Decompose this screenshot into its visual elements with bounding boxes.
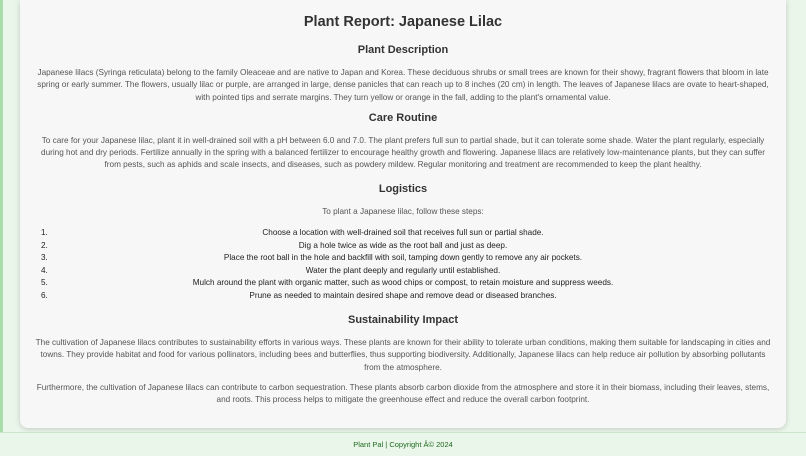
care-heading: Care Routine	[368, 111, 438, 124]
page-footer	[0, 432, 806, 456]
sustainability-text-2: Furthermore, the cultivation of Japanese lilacs can contribute to carbon sequestration. These plants absorb carbon dioxide from the atmosphere and store it in their biomass, including their leaves, stems, and roots. This process helps to mitigate the greenhouse effect and reduce the overall carbon footprint.	[36, 382, 770, 405]
page-title: Plant Report: Japanese Lilac	[303, 14, 503, 30]
report-card	[20, 0, 786, 428]
left-edge-accent	[0, 0, 3, 432]
step-text: Place the root ball in the hole and backfill with soil, tamping down gently to remove any air pockets.	[223, 253, 583, 263]
care-text: To care for your Japanese lilac, plant it in well-drained soil with a pH between 6.0 and 7.0. The plant prefers full sun to partial shade, but it can tolerate some shade. Water the plant regularly, especially during hot and dry periods. Fertilize annually in the spring with a balanced fertilizer to encourage healthy growth and flowering. Japanese lilacs are relatively low-maintenance plants, but they can suffer from pests, such as aphids and scale insects, and diseases, such as powdery mildew. Regular monitoring and treatment are recommended to keep the plant healthy.	[41, 135, 765, 170]
sustainability-text-1: The cultivation of Japanese lilacs contributes to sustainability efforts in various ways. These plants are known for their ability to tolerate urban conditions, making them suitable for landscaping in cities and towns. They provide habitat and food for various pollinators, including bees and butterflies, thus supporting biodiversity. Additionally, Japanese lilacs can help reduce air pollution by absorbing pollutants from the atmosphere.	[35, 338, 771, 372]
step-number: 6.	[41, 290, 48, 300]
step-text: Dig a hole twice as wide as the root ball and just as deep.	[298, 240, 508, 250]
step-number: 2.	[41, 240, 48, 250]
footer-copyright: Plant Pal | Copyright Â© 2024	[353, 440, 453, 449]
step-number: 3.	[41, 253, 48, 263]
list-item	[32, 290, 774, 303]
list-item	[32, 277, 774, 290]
step-number: 5.	[41, 278, 48, 288]
list-item	[32, 227, 774, 240]
description-text: Japanese lilacs (Syringa reticulata) belong to the family Oleaceae and are native to Japan and Korea. These deciduous shrubs or small trees are known for their showy, fragrant flowers that bloom in late spring or early summer. The flowers, usually lilac or purple, are arranged in large, dense panicles that can reach up to 8 inches (20 cm) in length. The leaves of Japanese lilacs are ovate to heart-shaped, with pointed tips and serrate margins. They turn yellow or orange in the fall, adding to the plant's ornamental value.	[37, 68, 769, 102]
step-number: 1.	[41, 228, 48, 238]
step-text: Prune as needed to maintain desired shape and remove dead or diseased branches.	[249, 290, 557, 300]
sustainability-heading: Sustainability Impact	[347, 314, 459, 327]
list-item	[32, 252, 774, 265]
planting-steps-list	[32, 227, 774, 302]
step-text: Choose a location with well-drained soil that receives full sun or partial shade.	[262, 228, 544, 238]
logistics-intro: To plant a Japanese lilac, follow these steps:	[322, 206, 484, 216]
logistics-heading: Logistics	[378, 182, 428, 195]
step-number: 4.	[41, 265, 48, 275]
step-text: Mulch around the plant with organic matter, such as wood chips or compost, to retain moisture and suppress weeds.	[192, 278, 614, 288]
description-heading: Plant Description	[357, 44, 449, 56]
list-item	[32, 265, 774, 278]
step-text: Water the plant deeply and regularly until established.	[305, 265, 501, 275]
list-item	[32, 240, 774, 253]
